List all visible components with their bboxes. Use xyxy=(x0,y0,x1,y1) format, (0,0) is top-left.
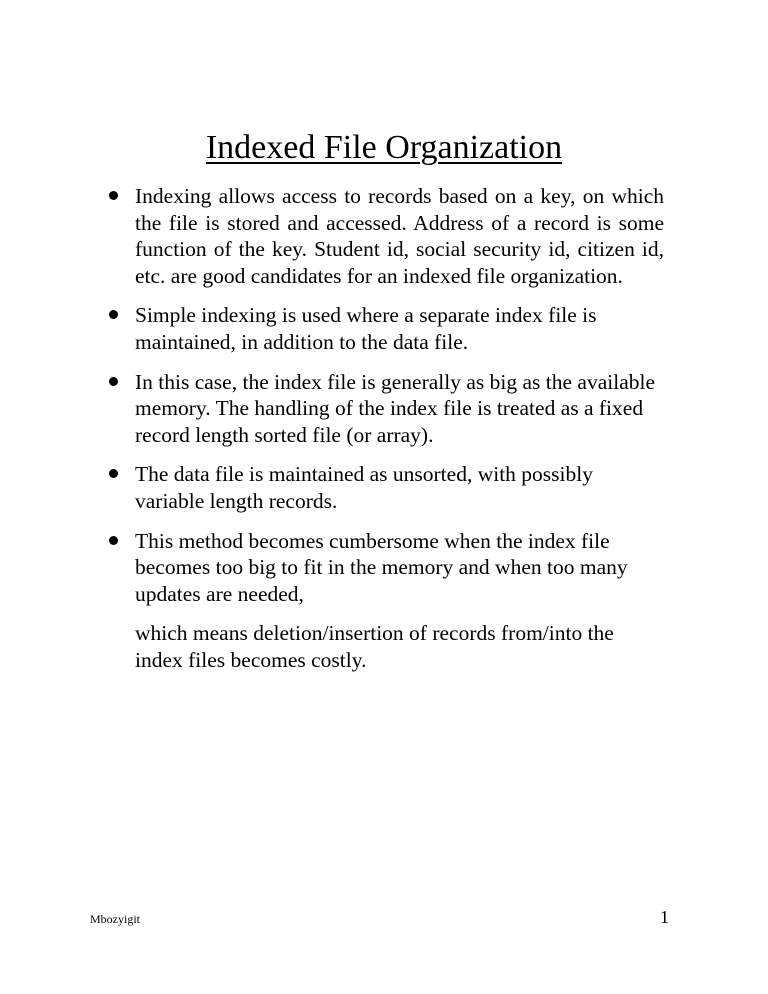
page-title: Indexed File Organization xyxy=(205,129,563,166)
bullet-item xyxy=(108,302,664,355)
page-number: 1 xyxy=(660,907,669,927)
bullet-icon xyxy=(109,310,118,319)
bullet-text: Indexing allows access to records based on a key, on which the file is stored and accessed. Address of a record is some function of the key. Student id, social security id, citizen id, etc. are good candidates for an indexed file organization. xyxy=(135,184,664,288)
bullet-list xyxy=(108,183,664,674)
bullet-item xyxy=(108,369,664,449)
footer-author: Mbozyigit xyxy=(90,912,140,926)
bullet-continuation: which means deletion/insertion of records from/into the index files becomes costly. xyxy=(135,621,614,672)
bullet-item xyxy=(108,461,664,514)
bullet-item xyxy=(108,528,664,608)
bullet-icon xyxy=(109,377,118,386)
bullet-icon xyxy=(109,469,118,478)
bullet-icon xyxy=(109,191,118,200)
bullet-text: In this case, the index file is generally as big as the available memory. The handling of the index file is treated as a fixed record length sorted file (or array). xyxy=(135,369,655,447)
bullet-text: The data file is maintained as unsorted, with possibly variable length records. xyxy=(135,462,593,513)
bullet-text: This method becomes cumbersome when the index file becomes too big to fit in the memory and when too many updates are needed, xyxy=(135,528,628,606)
bullet-text: Simple indexing is used where a separate index file is maintained, in addition to the data file. xyxy=(135,303,597,354)
bullet-icon xyxy=(109,536,118,545)
bullet-item xyxy=(108,183,664,289)
